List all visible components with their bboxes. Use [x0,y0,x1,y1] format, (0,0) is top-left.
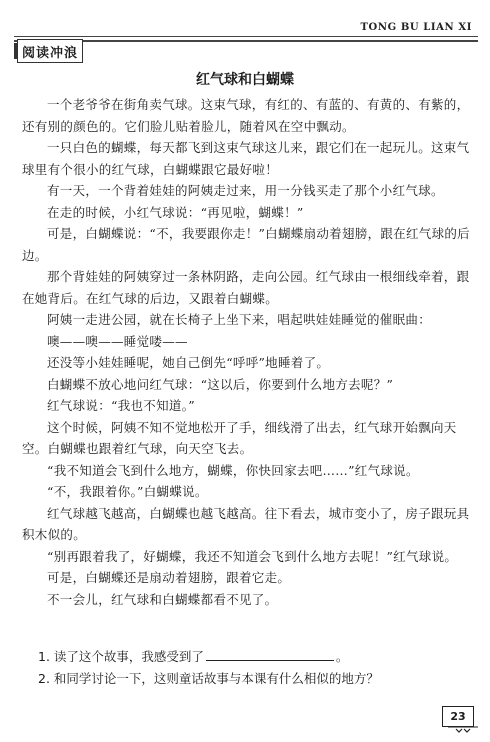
section-tag [17,39,83,63]
story-paragraph: “不，我跟着你。”白蝴蝶说。 [47,484,208,499]
story-paragraph: 那个背娃娃的阿姨穿过一条林阴路，走向公园。红气球由一根细线牵着，跟在她背后。在红气球的后边，又跟着白蝴蝶。 [22,269,470,306]
header-label: TONG BU LIAN XI [355,22,473,33]
question-1 [38,646,478,668]
story-paragraph: 红气球越飞越高，白蝴蝶也越飞越高。往下看去，城市变小了，房子跟玩具积木似的。 [22,505,470,542]
story-paragraph: 阿姨一走进公园，就在长椅子上坐下来，唱起哄娃娃睡觉的催眠曲： [47,312,432,327]
question-1-text: 1. 读了这个故事，我感受到了 [38,649,204,664]
story-paragraph: 不一会儿，红气球和白蝴蝶都看不见了。 [47,591,278,607]
story-paragraph: 一个老爷爷在街角卖气球。这束气球，有红的、有蓝的、有黄的、有紫的，还有别的颜色的。它们脸儿贴着脸儿，随着风在空中飘动。 [22,97,470,134]
story-paragraph: 可是，白蝴蝶还是扇动着翅膀，跟着它走。 [47,570,291,585]
page-number-box [442,706,474,727]
story-paragraph: 可是，白蝴蝶说：“不，我要跟你走！”白蝴蝶扇动着翅膀，跟在红气球的后边。 [22,226,470,263]
story-title: 红气球和白蝴蝶 [196,72,294,88]
page-number: 23 [450,710,466,723]
question-2: 2. 和同学讨论一下，这则童话故事与本课有什么相似的地方？ [38,671,379,686]
header-rule-thick [14,40,478,42]
header-rule-thin [14,36,478,37]
story-paragraph: 一只白色的蝴蝶，每天都飞到这束气球这儿来，跟它们在一起玩儿。这束气球里有个很小的红气球，白蝴蝶跟它最好啦！ [22,140,470,177]
story-paragraph: 还没等小娃娃睡呢，她自己倒先“呼呼”地睡着了。 [47,355,330,370]
section-tag-label: 阅读冲浪 [21,45,78,61]
answer-blank-line[interactable] [206,648,334,661]
story-paragraph: “别再跟着我了，好蝴蝶，我还不知道会飞到什么地方去呢！”红气球说。 [47,548,458,564]
story-paragraph: 噢——噢——睡觉喽—— [47,333,188,349]
page-corner-ornament [448,725,478,736]
story-paragraph: 有一天，一个背着娃娃的阿姨走过来，用一分钱买走了那个小红气球。 [47,183,444,198]
story-paragraph: 在走的时候，小红气球说：“再见啦，蝴蝶！” [47,204,304,220]
story-paragraph: 这个时候，阿姨不知不觉地松开了手，细线滑了出去，红气球开始飘向天空。白蝴蝶也跟着红气球，向天空飞去。 [22,419,457,456]
questions [38,646,478,690]
story-body [22,94,474,610]
story-paragraph: 红气球说：“我也不知道。” [47,398,195,413]
story-paragraph: 白蝴蝶不放心地问红气球：“这以后，你要到什么地方去呢？” [47,376,394,392]
story-paragraph: “我不知道会飞到什么地方，蝴蝶，你快回家去吧……”红气球说。 [47,462,419,478]
question-1-end: 。 [335,649,349,664]
